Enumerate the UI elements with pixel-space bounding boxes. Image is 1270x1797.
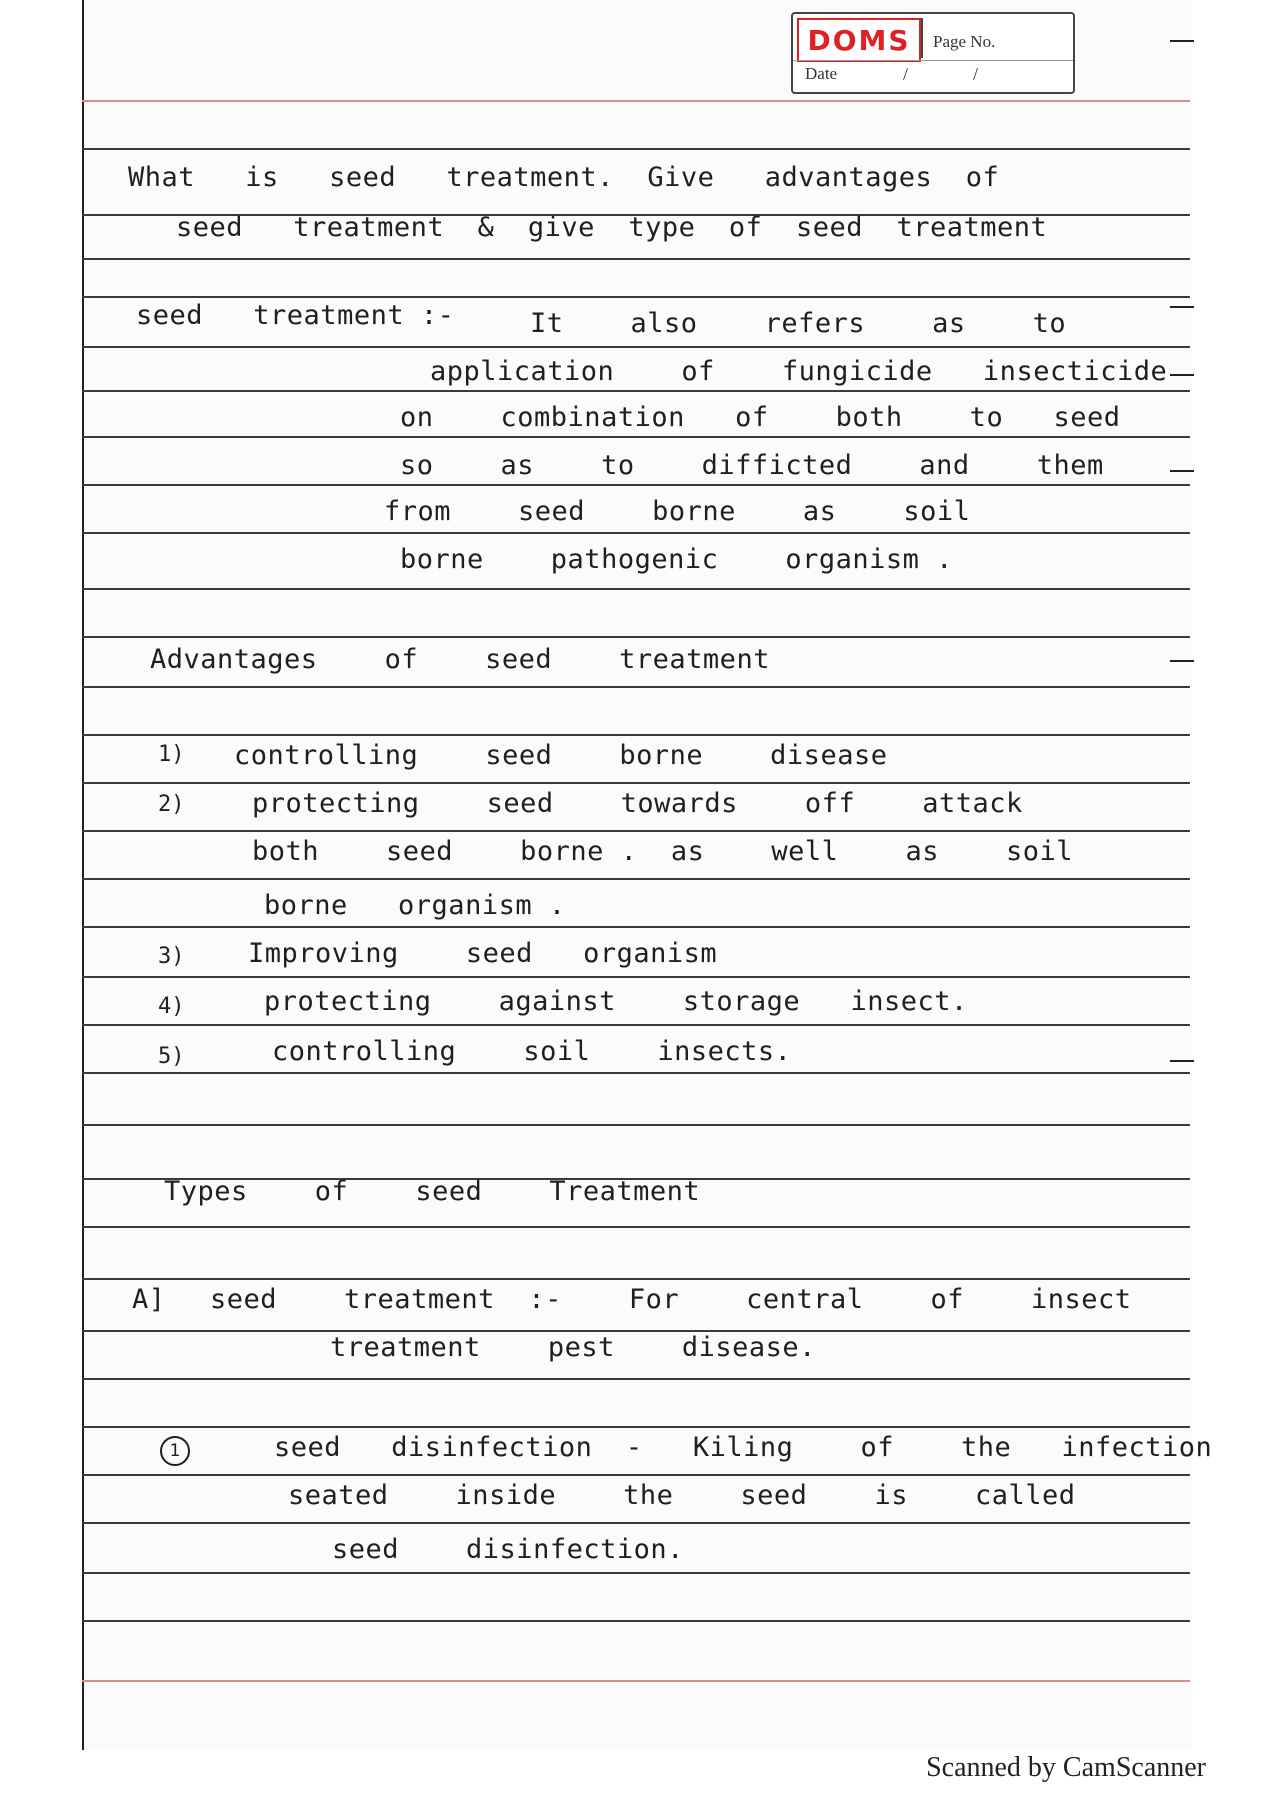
scanner-watermark: Scanned by CamScanner bbox=[926, 1752, 1206, 1783]
item-number: 2) bbox=[158, 792, 185, 817]
type-item-line-3: seed disinfection. bbox=[332, 1534, 684, 1565]
circled-number: 1 bbox=[160, 1436, 190, 1466]
doms-logo: DOMS bbox=[797, 18, 921, 62]
edge-tick bbox=[1170, 40, 1194, 42]
ruled-line bbox=[82, 1226, 1190, 1228]
definition-line: on combination of both to seed bbox=[400, 402, 1121, 433]
question-line-1: What is seed treatment. Give advantages of bbox=[128, 162, 1000, 193]
ruled-line bbox=[82, 1378, 1190, 1380]
types-heading: Types of seed Treatment bbox=[164, 1176, 701, 1207]
ruled-line bbox=[82, 1620, 1190, 1622]
definition-line: so as to difficted and them bbox=[400, 450, 1104, 481]
advantage-item: controlling soil insects. bbox=[272, 1036, 792, 1067]
ruled-line bbox=[82, 878, 1190, 880]
advantage-item-continued: both seed borne . as well as soil bbox=[252, 836, 1074, 867]
ruled-line bbox=[82, 390, 1190, 392]
ruled-line bbox=[82, 734, 1190, 736]
edge-tick bbox=[1170, 1060, 1194, 1062]
ruled-line bbox=[82, 148, 1190, 150]
question-line-2: seed treatment & give type of seed treatment bbox=[176, 212, 1048, 243]
edge-tick bbox=[1170, 470, 1194, 472]
definition-line: from seed borne as soil bbox=[384, 496, 971, 527]
item-number: 5) bbox=[158, 1044, 185, 1069]
item-number: 3) bbox=[158, 944, 185, 969]
ruled-line bbox=[82, 484, 1190, 486]
ruled-line bbox=[82, 1474, 1190, 1476]
definition-term: seed treatment :- bbox=[136, 300, 455, 331]
item-number: 1) bbox=[158, 742, 185, 767]
advantage-item-continued: borne organism . bbox=[264, 890, 566, 921]
ruled-line bbox=[82, 346, 1190, 348]
ruled-line bbox=[82, 976, 1190, 978]
section-a-label: A] bbox=[132, 1284, 166, 1315]
ruled-line bbox=[82, 436, 1190, 438]
edge-tick bbox=[1170, 660, 1194, 662]
ruled-line bbox=[82, 588, 1190, 590]
ruled-line bbox=[82, 258, 1190, 260]
ruled-line bbox=[82, 532, 1190, 534]
type-item-line-1: seed disinfection - Kiling of the infection bbox=[274, 1432, 1213, 1463]
definition-line: application of fungicide insecticide bbox=[430, 356, 1168, 387]
ruled-line bbox=[82, 686, 1190, 688]
section-a-line-2: treatment pest disease. bbox=[330, 1332, 816, 1363]
ruled-line bbox=[82, 296, 1190, 298]
advantages-heading: Advantages of seed treatment bbox=[150, 644, 770, 675]
section-a-line-1: seed treatment :- For central of insect bbox=[210, 1284, 1132, 1315]
top-margin-line bbox=[82, 100, 1190, 102]
ruled-line bbox=[82, 830, 1190, 832]
type-item-line-2: seated inside the seed is called bbox=[288, 1480, 1076, 1511]
date-separator: / bbox=[973, 64, 979, 84]
page-number-box bbox=[791, 12, 1075, 94]
edge-tick bbox=[1170, 374, 1194, 376]
ruled-line bbox=[82, 1426, 1190, 1428]
ruled-line bbox=[82, 782, 1190, 784]
bottom-margin-line bbox=[82, 1680, 1190, 1682]
page-no-label: Page No. bbox=[933, 32, 996, 51]
definition-line: It also refers as to bbox=[530, 308, 1067, 339]
divider bbox=[921, 18, 923, 58]
ruled-line bbox=[82, 1072, 1190, 1074]
edge-tick bbox=[1170, 306, 1194, 308]
ruled-line bbox=[82, 636, 1190, 638]
advantage-item: Improving seed organism bbox=[248, 938, 718, 969]
date-separator: / bbox=[903, 64, 909, 84]
ruled-line bbox=[82, 1522, 1190, 1524]
ruled-line bbox=[82, 1278, 1190, 1280]
ruled-line bbox=[82, 1024, 1190, 1026]
ruled-line bbox=[82, 1124, 1190, 1126]
advantage-item: protecting seed towards off attack bbox=[252, 788, 1023, 819]
ruled-line bbox=[82, 926, 1190, 928]
item-number: 4) bbox=[158, 994, 185, 1019]
divider bbox=[793, 60, 1073, 61]
date-label: Date bbox=[805, 64, 838, 83]
definition-line: borne pathogenic organism . bbox=[400, 544, 953, 575]
ruled-line bbox=[82, 1572, 1190, 1574]
advantage-item: protecting against storage insect. bbox=[264, 986, 968, 1017]
advantage-item: controlling seed borne disease bbox=[234, 740, 888, 771]
